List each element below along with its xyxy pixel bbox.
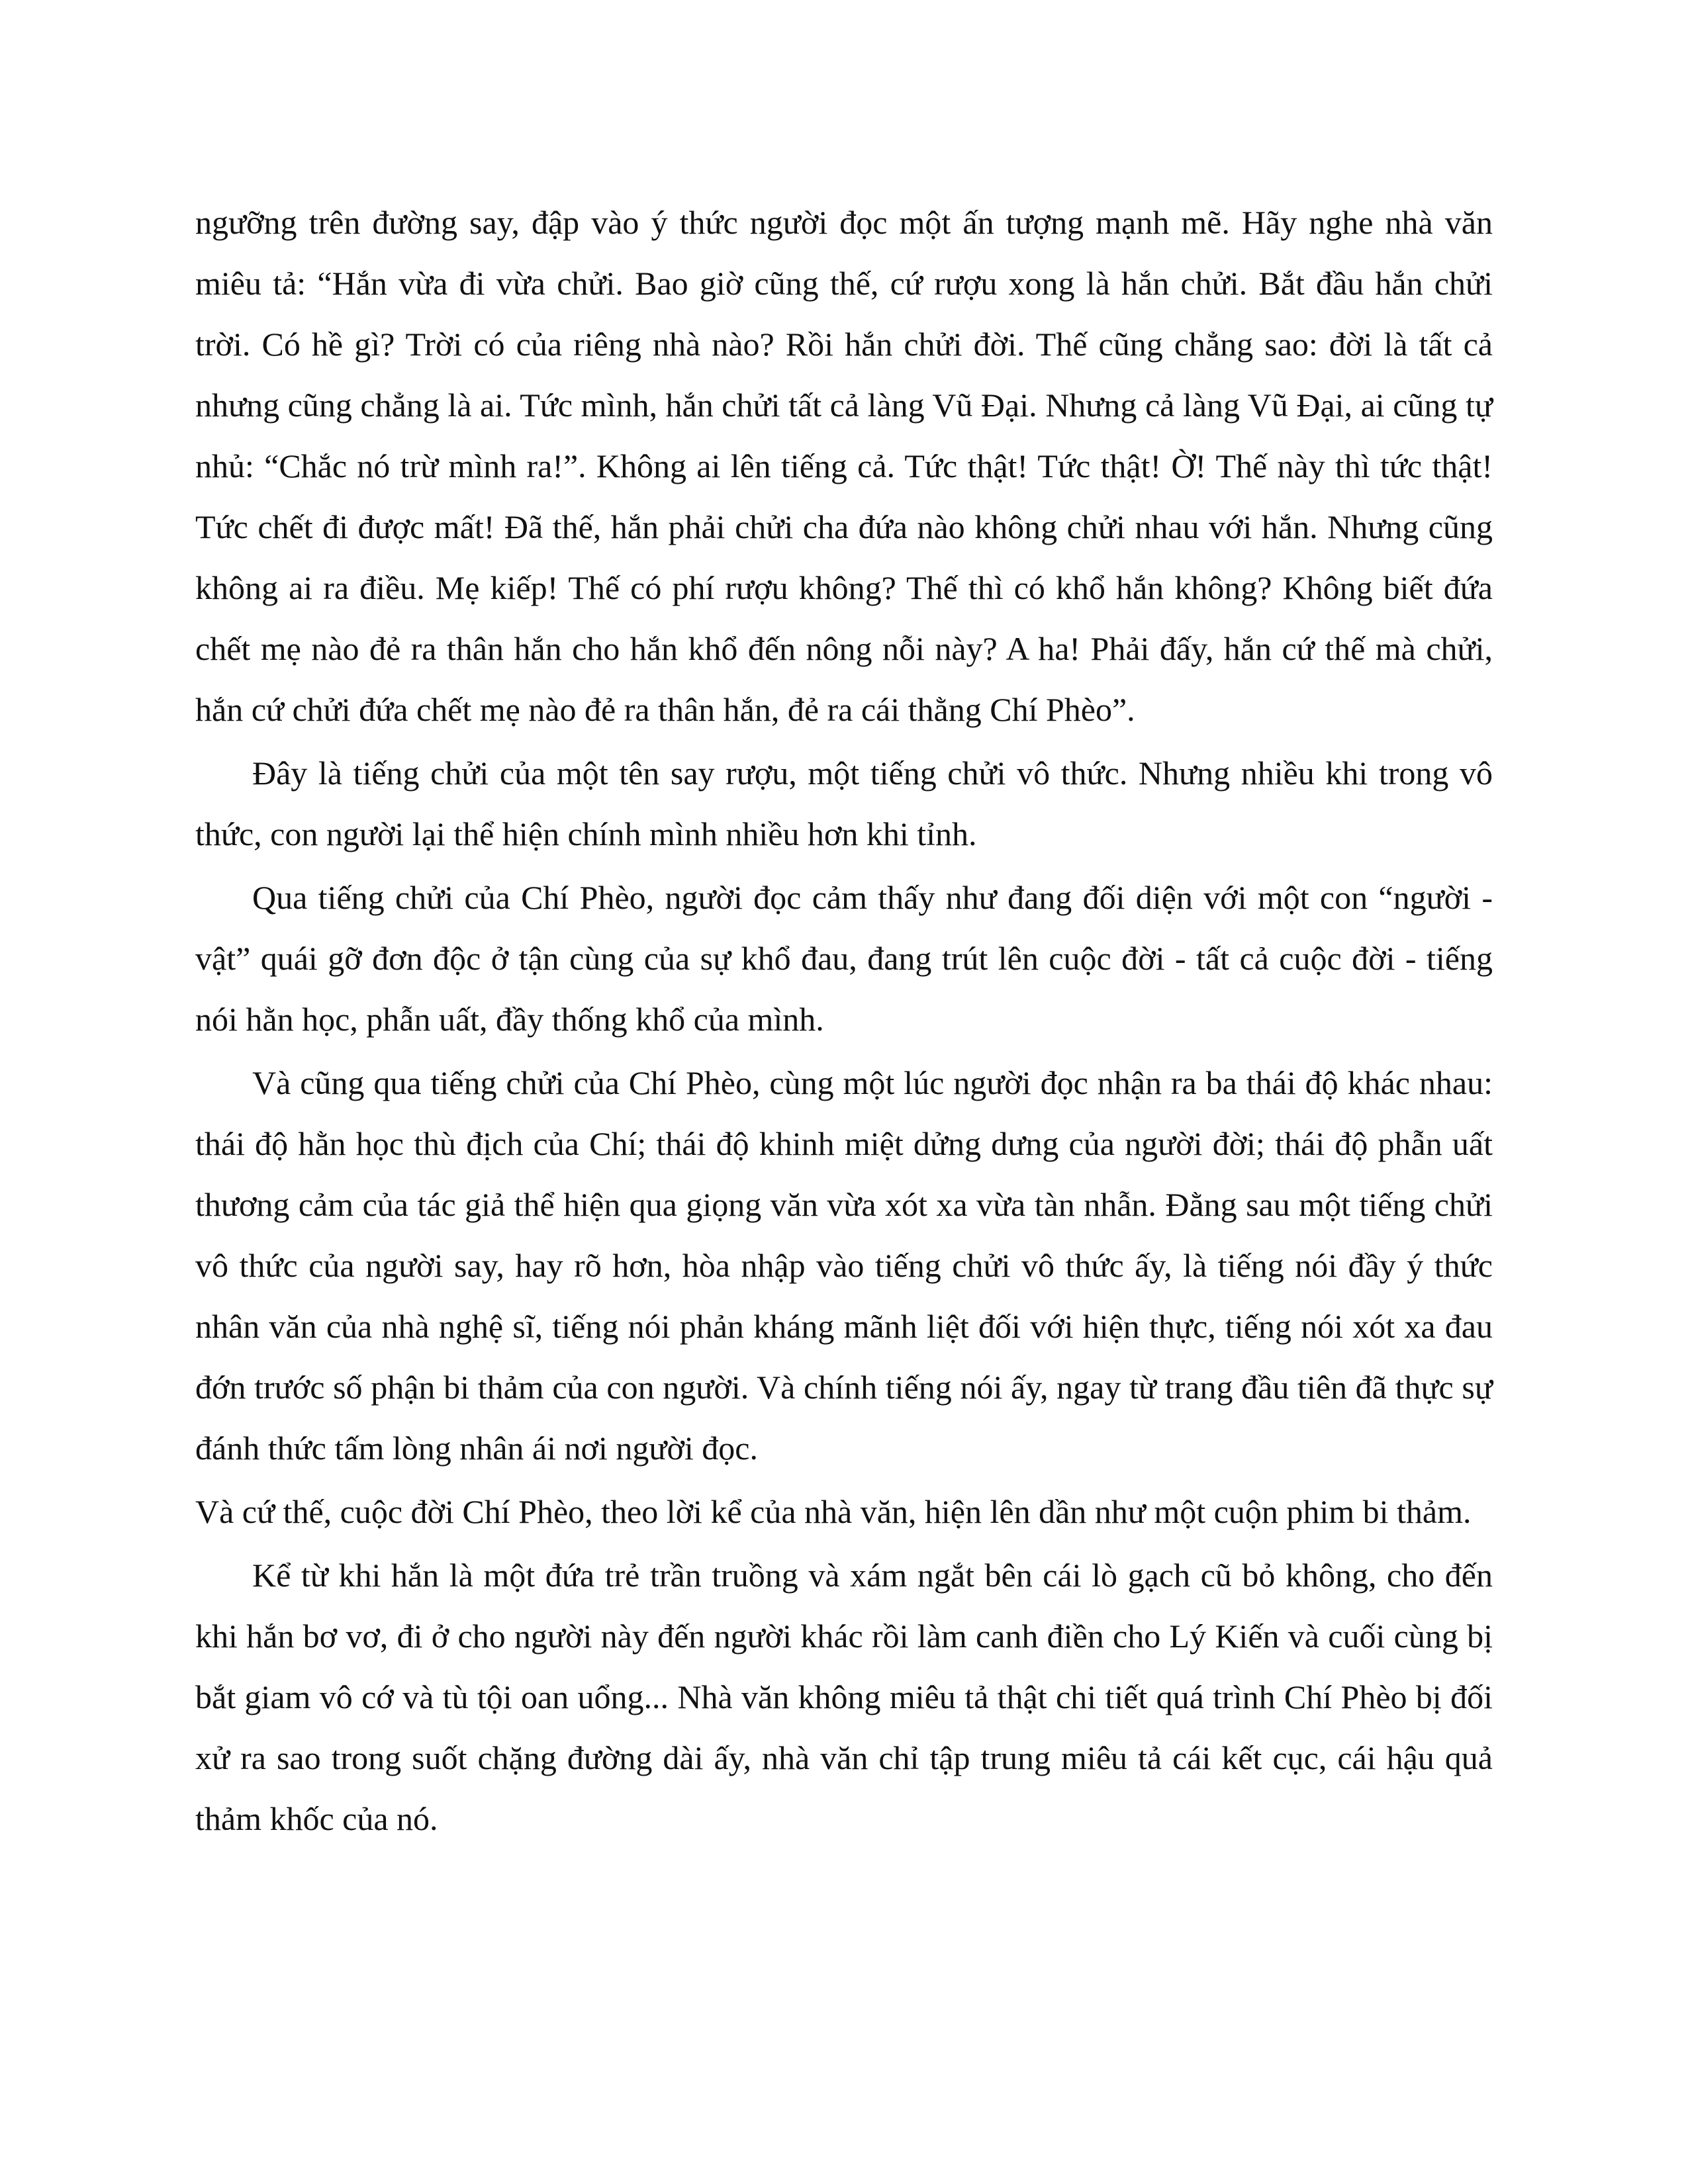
paragraph-5: Và cứ thế, cuộc đời Chí Phèo, theo lời kể của nhà văn, hiện lên dần như một cuộn phim bi thảm. [195, 1493, 1472, 1530]
paragraph-3: Qua tiếng chửi của Chí Phèo, người đọc cảm thấy như đang đối diện với một con “người - vật” quái gỡ đơn độc ở tận cùng của sự khổ đau, đang trút lên cuộc đời - tất cả cuộc đời - tiếng nói hằn học, phẫn uất, đầy thống khổ của mình. [195, 879, 1493, 1038]
body-text [195, 192, 1493, 1852]
paragraph-1: ngưỡng trên đường say, đập vào ý thức người đọc một ấn tượng mạnh mẽ. Hãy nghe nhà văn miêu tả: “Hắn vừa đi vừa chửi. Bao giờ cũng thế, cứ rượu xong là hắn chửi. Bắt đầu hắn chửi trời. Có hề gì? Trời có của riêng nhà nào? Rồi hắn chửi đời. Thế cũng chẳng sao: đời là tất cả nhưng cũng chẳng là ai. Tức mình, hắn chửi tất cả làng Vũ Đại. Nhưng cả làng Vũ Đại, ai cũng tự nhủ: “Chắc nó trừ mình ra!”. Không ai lên tiếng cả. Tức thật! Tức thật! Ờ! Thế này thì tức thật! Tức chết đi được mất! Đã thế, hắn phải chửi cha đứa nào không chửi nhau với hắn. Nhưng cũng không ai ra điều. Mẹ kiếp! Thế có phí rượu không? Thế thì có khổ hắn không? Không biết đứa chết mẹ nào đẻ ra thân hắn cho hắn khổ đến nông nỗi này? A ha! Phải đấy, hắn cứ thế mà chửi, hắn cứ chửi đứa chết mẹ nào đẻ ra thân hắn, đẻ ra cái thằng Chí Phèo”. [195, 204, 1493, 728]
paragraph-2: Đây là tiếng chửi của một tên say rượu, một tiếng chửi vô thức. Nhưng nhiều khi trong vô thức, con người lại thể hiện chính mình nhiều hơn khi tỉnh. [195, 754, 1493, 852]
paragraph-4: Và cũng qua tiếng chửi của Chí Phèo, cùng một lúc người đọc nhận ra ba thái độ khác nhau: thái độ hằn học thù địch của Chí; thái độ khinh miệt dửng dưng của người đời; thái độ phẫn uất thương cảm của tác giả thể hiện qua giọng văn vừa xót xa vừa tàn nhẫn. Đằng sau một tiếng chửi vô thức của người say, hay rõ hơn, hòa nhập vào tiếng chửi vô thức ấy, là tiếng nói đầy ý thức nhân văn của nhà nghệ sĩ, tiếng nói phản kháng mãnh liệt đối với hiện thực, tiếng nói xót xa đau đớn trước số phận bi thảm của con người. Và chính tiếng nói ấy, ngay từ trang đầu tiên đã thực sự đánh thức tấm lòng nhân ái nơi người đọc. [195, 1064, 1493, 1467]
paragraph-6: Kể từ khi hắn là một đứa trẻ trần truồng và xám ngắt bên cái lò gạch cũ bỏ không, cho đến khi hắn bơ vơ, đi ở cho người này đến người khác rồi làm canh điền cho Lý Kiến và cuối cùng bị bắt giam vô cớ và tù tội oan uổng... Nhà văn không miêu tả thật chi tiết quá trình Chí Phèo bị đối xử ra sao trong suốt chặng đường dài ấy, nhà văn chỉ tập trung miêu tả cái kết cục, cái hậu quả thảm khốc của nó. [195, 1557, 1493, 1837]
